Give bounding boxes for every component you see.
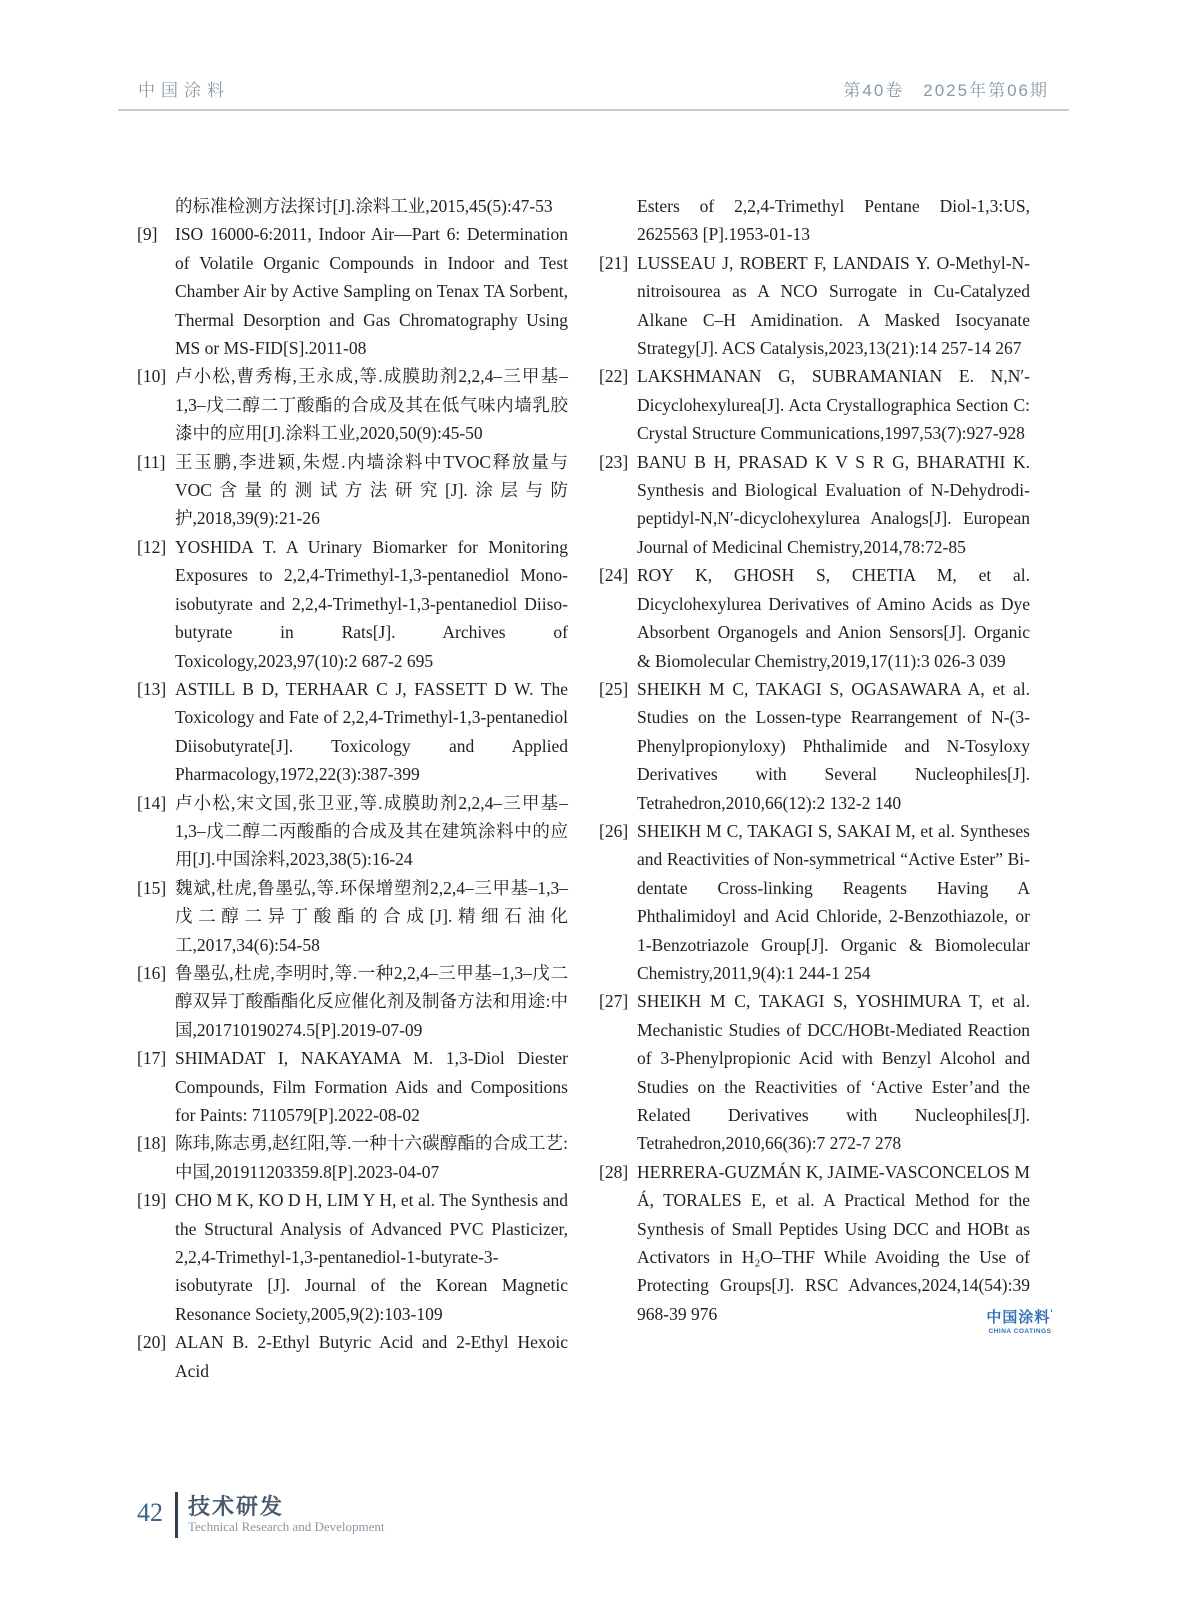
reference-column-left xyxy=(137,192,568,1385)
reference-number: [22] xyxy=(599,366,629,387)
reference-item xyxy=(137,362,568,447)
reference-text: 的标准检测方法探讨[J].涂料工业,2015,45(5):47-53 xyxy=(175,196,553,216)
reference-text: SHEIKH M C, TAKAGI S, OGASAWARA A, et al. Studies on the Lossen-type Rearrangement of N-(3-Phenylpropionyloxy) Phthalimide and N-Tosyloxy Derivatives with Several Nucleophiles[J]. Tetrahedron,2010,66(12):2 132-2 140 xyxy=(637,678,1030,813)
reference-text: HERRERA-GUZMÁN K, JAIME-VASCONCELOS M Á, TORALES E, et al. A Practical Method for the Synthesis of Small Peptides Using DCC and HOBt as Activators in H₂O–THF While Avoiding the Use of Protecting Groups[J]. RSC Advances,2024,14(54):39 968-39 976 xyxy=(637,1161,1030,1324)
reference-text: SHEIKH M C, TAKAGI S, SAKAI M, et al. Syntheses and Reactivities of Non-symmetrical “Active Ester” Bi-dentate Cross-linking Reagents Having A Phthalimidoyl and Acid Chloride, 2-Benzothiazole, or 1-Benzotriazole Group[J]. Organic & Biomolecular Chemistry,2011,9(4):1 244-1 254 xyxy=(637,820,1030,983)
reference-item xyxy=(137,1186,568,1328)
reference-item xyxy=(137,1129,568,1186)
section-title-cn: 技术研发 xyxy=(188,1493,285,1519)
reference-text: 魏斌,杜虎,鲁墨弘,等.环保增塑剂2,2,4–三甲基–1,3–戊二醇二异丁酸酯的合成[J].精细石油化工,2017,34(6):54-58 xyxy=(175,877,568,955)
reference-item xyxy=(599,675,1030,817)
journal-name: 中国涂料 xyxy=(138,81,230,100)
reference-item xyxy=(137,533,568,675)
reference-number xyxy=(599,192,637,249)
reference-list xyxy=(137,192,1030,1385)
reference-number: [11] xyxy=(137,451,166,472)
reference-number: [14] xyxy=(137,792,167,813)
reference-item xyxy=(137,789,568,874)
reference-text: LUSSEAU J, ROBERT F, LANDAIS Y. O-Methyl-N-nitroisourea as A NCO Surrogate in Cu-Catalyzed Alkane C–H Amidination. A Masked Isocyanate Strategy[J]. ACS Catalysis,2023,13(21):14 257-14 267 xyxy=(637,252,1030,359)
reference-item xyxy=(137,220,568,362)
reference-text: 卢小松,曹秀梅,王永成,等.成膜助剂2,2,4–三甲基–1,3–戊二醇二丁酸酯的合成及其在低气味内墙乳胶漆中的应用[J].涂料工业,2020,50(9):45-50 xyxy=(175,366,568,444)
reference-number: [16] xyxy=(137,962,167,983)
reference-column-right xyxy=(599,192,1030,1385)
reference-item xyxy=(137,1044,568,1129)
reference-item xyxy=(599,987,1030,1157)
reference-item xyxy=(599,362,1030,447)
reference-text: 王玉鹏,李进颖,朱煜.内墙涂料中TVOC释放量与VOC含量的测试方法研究[J].涂层与防护,2018,39(9):21-26 xyxy=(175,451,568,529)
reference-number: [18] xyxy=(137,1133,167,1154)
reference-item xyxy=(599,192,1030,249)
reference-item xyxy=(137,675,568,789)
reference-number: [25] xyxy=(599,678,629,699)
reference-number: [10] xyxy=(137,366,167,387)
reference-item xyxy=(599,448,1030,562)
reference-item xyxy=(599,1158,1030,1328)
reference-number: [24] xyxy=(599,565,629,586)
reference-number: [26] xyxy=(599,820,629,841)
footer-divider xyxy=(175,1492,178,1538)
reference-item xyxy=(599,561,1030,675)
reference-item xyxy=(137,1328,568,1385)
reference-text: Esters of 2,2,4-Trimethyl Pentane Diol-1,3:US, 2625563 [P].1953-01-13 xyxy=(637,196,1030,245)
reference-text: SHIMADAT I, NAKAYAMA M. 1,3-Diol Diester Compounds, Film Formation Aids and Compositions for Paints: 7110579[P].2022-08-02 xyxy=(175,1048,568,1125)
reference-number: [21] xyxy=(599,252,629,273)
logo-en-text: CHINA COATINGS xyxy=(988,1328,1052,1335)
reference-text: BANU B H, PRASAD K V S R G, BHARATHI K. Synthesis and Biological Evaluation of N-Dehydrodi-peptidyl-N,N′-dicyclohexylurea Analogs[J]. European Journal of Medicinal Chemistry,2014,78:72-85 xyxy=(637,451,1030,557)
china-coatings-logo xyxy=(985,1306,1055,1335)
reference-text: 卢小松,宋文国,张卫亚,等.成膜助剂2,2,4–三甲基–1,3–戊二醇二丙酸酯的合成及其在建筑涂料中的应用[J].中国涂料,2023,38(5):16-24 xyxy=(175,792,568,870)
reference-item xyxy=(137,192,568,220)
volume-issue: 第40卷 2025年第06期 xyxy=(843,81,1049,100)
reference-number: [28] xyxy=(599,1161,629,1182)
reference-number: [17] xyxy=(137,1048,167,1069)
reference-number: [9] xyxy=(137,224,158,245)
reference-number: [19] xyxy=(137,1190,167,1211)
reference-text: YOSHIDA T. A Urinary Biomarker for Monitoring Exposures to 2,2,4-Trimethyl-1,3-pentanediol Mono-isobutyrate and 2,2,4-Trimethyl-1,3-pentanediol Diiso-butyrate in Rats[J]. Archives of Toxicology,2023,97(10):2 687-2 695 xyxy=(175,536,568,671)
reference-text: ALAN B. 2-Ethyl Butyric Acid and 2-Ethyl Hexoic Acid xyxy=(175,1332,568,1381)
page-footer xyxy=(137,1492,385,1538)
reference-text: 鲁墨弘,杜虎,李明时,等.一种2,2,4–三甲基–1,3–戊二醇双异丁酸酯酯化反应催化剂及制备方法和用途:中国,201710190274.5[P].2019-07-09 xyxy=(175,962,568,1040)
reference-item xyxy=(137,448,568,533)
reference-text: 陈玮,陈志勇,赵红阳,等.一种十六碳醇酯的合成工艺:中国,201911203359.8[P].2023-04-07 xyxy=(175,1133,568,1182)
reference-item xyxy=(137,874,568,959)
reference-item xyxy=(599,817,1030,987)
reference-number: [12] xyxy=(137,536,167,557)
reference-text: ISO 16000-6:2011, Indoor Air—Part 6: Determination of Volatile Organic Compounds in Indoor and Test Chamber Air by Active Sampling on Tenax TA Sorbent, Thermal Desorption and Gas Chromatography Using MS or MS-FID[S].2011-08 xyxy=(175,224,568,359)
logo-cn-text: 中国涂料 ʹ xyxy=(985,1306,1055,1327)
reference-number: [23] xyxy=(599,451,629,472)
reference-number: [27] xyxy=(599,991,629,1012)
reference-number: [13] xyxy=(137,678,167,699)
reference-number: [20] xyxy=(137,1332,167,1353)
reference-text: ROY K, GHOSH S, CHETIA M, et al. Dicyclohexylurea Derivatives of Amino Acids as Dye Absorbent Organogels and Anion Sensors[J]. Organic & Biomolecular Chemistry,2019,17(11):3 026-3 039 xyxy=(637,565,1030,671)
page-header xyxy=(118,76,1069,111)
reference-number xyxy=(137,192,175,220)
reference-text: ASTILL B D, TERHAAR C J, FASSETT D W. The Toxicology and Fate of 2,2,4-Trimethyl-1,3-pentanediol Diisobutyrate[J]. Toxicology and Applied Pharmacology,1972,22(3):387-399 xyxy=(175,678,568,785)
reference-text: CHO M K, KO D H, LIM Y H, et al. The Synthesis and the Structural Analysis of Advanced PVC Plasticizer, 2,2,4-Trimethyl-1,3-pentanediol-1-butyrate-3-isobutyrate [J]. Journal of the Korean Magnetic Resonance Society,2005,9(2):103-109 xyxy=(175,1190,568,1324)
reference-item xyxy=(599,249,1030,363)
reference-text: SHEIKH M C, TAKAGI S, YOSHIMURA T, et al. Mechanistic Studies of DCC/HOBt-Mediated Reaction of 3-Phenylpropionic Acid with Benzyl Alcohol and Studies on the Reactivities of ‘Active Ester’and the Related Derivatives with Nucleophiles[J]. Tetrahedron,2010,66(36):7 272-7 278 xyxy=(637,991,1030,1154)
reference-number: [15] xyxy=(137,877,167,898)
reference-text: LAKSHMANAN G, SUBRAMANIAN E. N,N′-Dicyclohexylurea[J]. Acta Crystallographica Section C: Crystal Structure Communications,1997,53(7):927-928 xyxy=(637,366,1030,444)
reference-item xyxy=(137,959,568,1044)
section-title-en: Technical Research and Development xyxy=(188,1519,385,1535)
page-number: 42 xyxy=(137,1498,163,1527)
